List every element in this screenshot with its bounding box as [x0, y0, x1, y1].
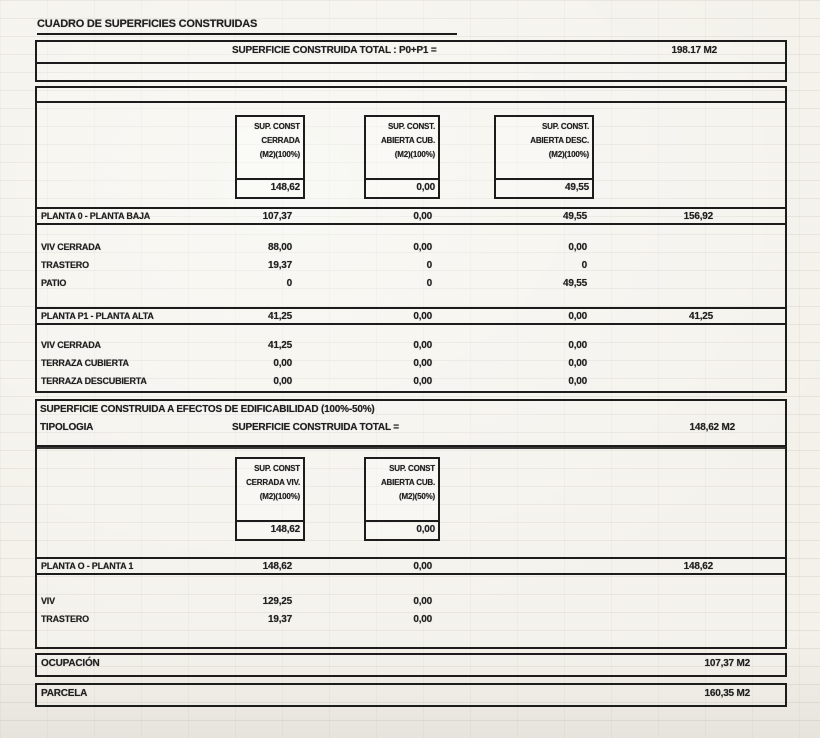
ocupacion-value: 107,37 M2	[704, 658, 750, 669]
cell-value: 0	[581, 260, 587, 271]
col-header-text: SUP. CONST ABIERTA CUB. (M2)(50%)	[380, 464, 435, 501]
section1-table	[35, 101, 787, 393]
row-label: PATIO	[41, 278, 67, 288]
col-total-value: 0,00	[366, 178, 438, 197]
col-header-text: SUP. CONST CERRADA (M2)(100%)	[254, 122, 300, 159]
col-header-cerrada-viv	[235, 457, 305, 541]
cell-value: 41,25	[267, 340, 292, 351]
row-label: TRASTERO	[41, 260, 89, 270]
cell-value: 19,37	[267, 614, 292, 625]
col-total-value: 148,62	[237, 178, 303, 197]
cell-value: 0	[426, 278, 432, 289]
group-header-planta0	[37, 207, 785, 225]
col-header-text: SUP. CONST CERRADA VIV. (M2)(100%)	[246, 464, 300, 501]
cell-value: 0,00	[413, 242, 432, 253]
table-row	[37, 337, 785, 355]
section2-table	[35, 445, 787, 649]
table-row	[37, 373, 785, 391]
group-value-total: 156,92	[683, 211, 713, 222]
table-row	[37, 593, 785, 611]
row-label: TRASTERO	[41, 614, 89, 624]
parcela-row	[35, 683, 787, 707]
cell-value: 0,00	[568, 340, 587, 351]
group-value-abierta-cub: 0,00	[413, 211, 432, 222]
cell-value: 88,00	[267, 242, 292, 253]
ocupacion-row	[35, 653, 787, 677]
parcela-label: PARCELA	[41, 688, 88, 699]
group-label: PLANTA 0 - PLANTA BAJA	[41, 211, 151, 221]
group-label: PLANTA O - PLANTA 1	[41, 561, 134, 571]
section2-tipologia-label: TIPOLOGIA	[40, 422, 94, 433]
table-row	[37, 355, 785, 373]
ocupacion-label: OCUPACIÓN	[41, 658, 100, 669]
section2-title: SUPERFICIE CONSTRUIDA A EFECTOS DE EDIFICABILIDAD (100%-50%)	[40, 404, 375, 415]
summary-total-label: SUPERFICIE CONSTRUIDA TOTAL : P0+P1 =	[232, 45, 437, 56]
row-label: VIV CERRADA	[41, 340, 101, 350]
col-header-abierta-desc	[494, 115, 594, 199]
col-header-abierta-cub-50	[364, 457, 440, 541]
group-label: PLANTA P1 - PLANTA ALTA	[41, 311, 154, 321]
group-value-total: 148,62	[683, 561, 713, 572]
summary-total-box	[35, 40, 787, 82]
summary-total-value: 198.17 M2	[671, 45, 717, 56]
col-header-cerrada	[235, 115, 305, 199]
row-label: VIV CERRADA	[41, 242, 101, 252]
col-header-abierta-cub	[364, 115, 440, 199]
group-value-total: 41,25	[688, 311, 713, 322]
cell-value: 0,00	[273, 376, 292, 387]
group-header-planta-p1	[37, 307, 785, 325]
cell-value: 0,00	[568, 242, 587, 253]
cell-value: 0,00	[413, 596, 432, 607]
row-label: TERRAZA CUBIERTA	[41, 358, 129, 368]
group-value-abierta-desc: 0,00	[568, 311, 587, 322]
group-value-abierta-cub: 0,00	[413, 311, 432, 322]
section2-total-label: SUPERFICIE CONSTRUIDA TOTAL =	[232, 422, 399, 433]
col-header-text: SUP. CONST. ABIERTA CUB. (M2)(100%)	[380, 122, 435, 159]
document-title: CUADRO DE SUPERFICIES CONSTRUIDAS	[37, 18, 457, 35]
table-row	[37, 611, 785, 629]
group-value-abierta-desc: 49,55	[562, 211, 587, 222]
cell-value: 0,00	[413, 358, 432, 369]
cell-value: 0,00	[413, 376, 432, 387]
cell-value: 49,55	[562, 278, 587, 289]
cell-value: 0,00	[413, 340, 432, 351]
table-row	[37, 275, 785, 293]
col-total-value: 49,55	[496, 178, 592, 197]
cell-value: 19,37	[267, 260, 292, 271]
summary-total-row	[37, 42, 785, 64]
cell-value: 0,00	[568, 358, 587, 369]
table-row	[37, 257, 785, 275]
col-header-text: SUP. CONST. ABIERTA DESC. (M2)(100%)	[530, 122, 589, 159]
group-header-planta-0-1	[37, 557, 785, 575]
section2-total-value: 148,62 M2	[689, 422, 735, 433]
cell-value: 0,00	[413, 614, 432, 625]
parcela-value: 160,35 M2	[704, 688, 750, 699]
row-label: TERRAZA DESCUBIERTA	[41, 376, 147, 386]
col-total-value: 0,00	[366, 520, 438, 539]
section2-header-box	[35, 399, 787, 449]
col-total-value: 148,62	[237, 520, 303, 539]
row-label: VIV	[41, 596, 55, 606]
group-value-abierta-cub: 0,00	[413, 561, 432, 572]
group-value-cerrada: 148,62	[262, 561, 292, 572]
cell-value: 0	[286, 278, 292, 289]
table-row	[37, 239, 785, 257]
cell-value: 0,00	[568, 376, 587, 387]
cell-value: 0,00	[273, 358, 292, 369]
group-value-cerrada: 107,37	[262, 211, 292, 222]
cell-value: 129,25	[262, 596, 292, 607]
cell-value: 0	[426, 260, 432, 271]
group-value-cerrada: 41,25	[267, 311, 292, 322]
